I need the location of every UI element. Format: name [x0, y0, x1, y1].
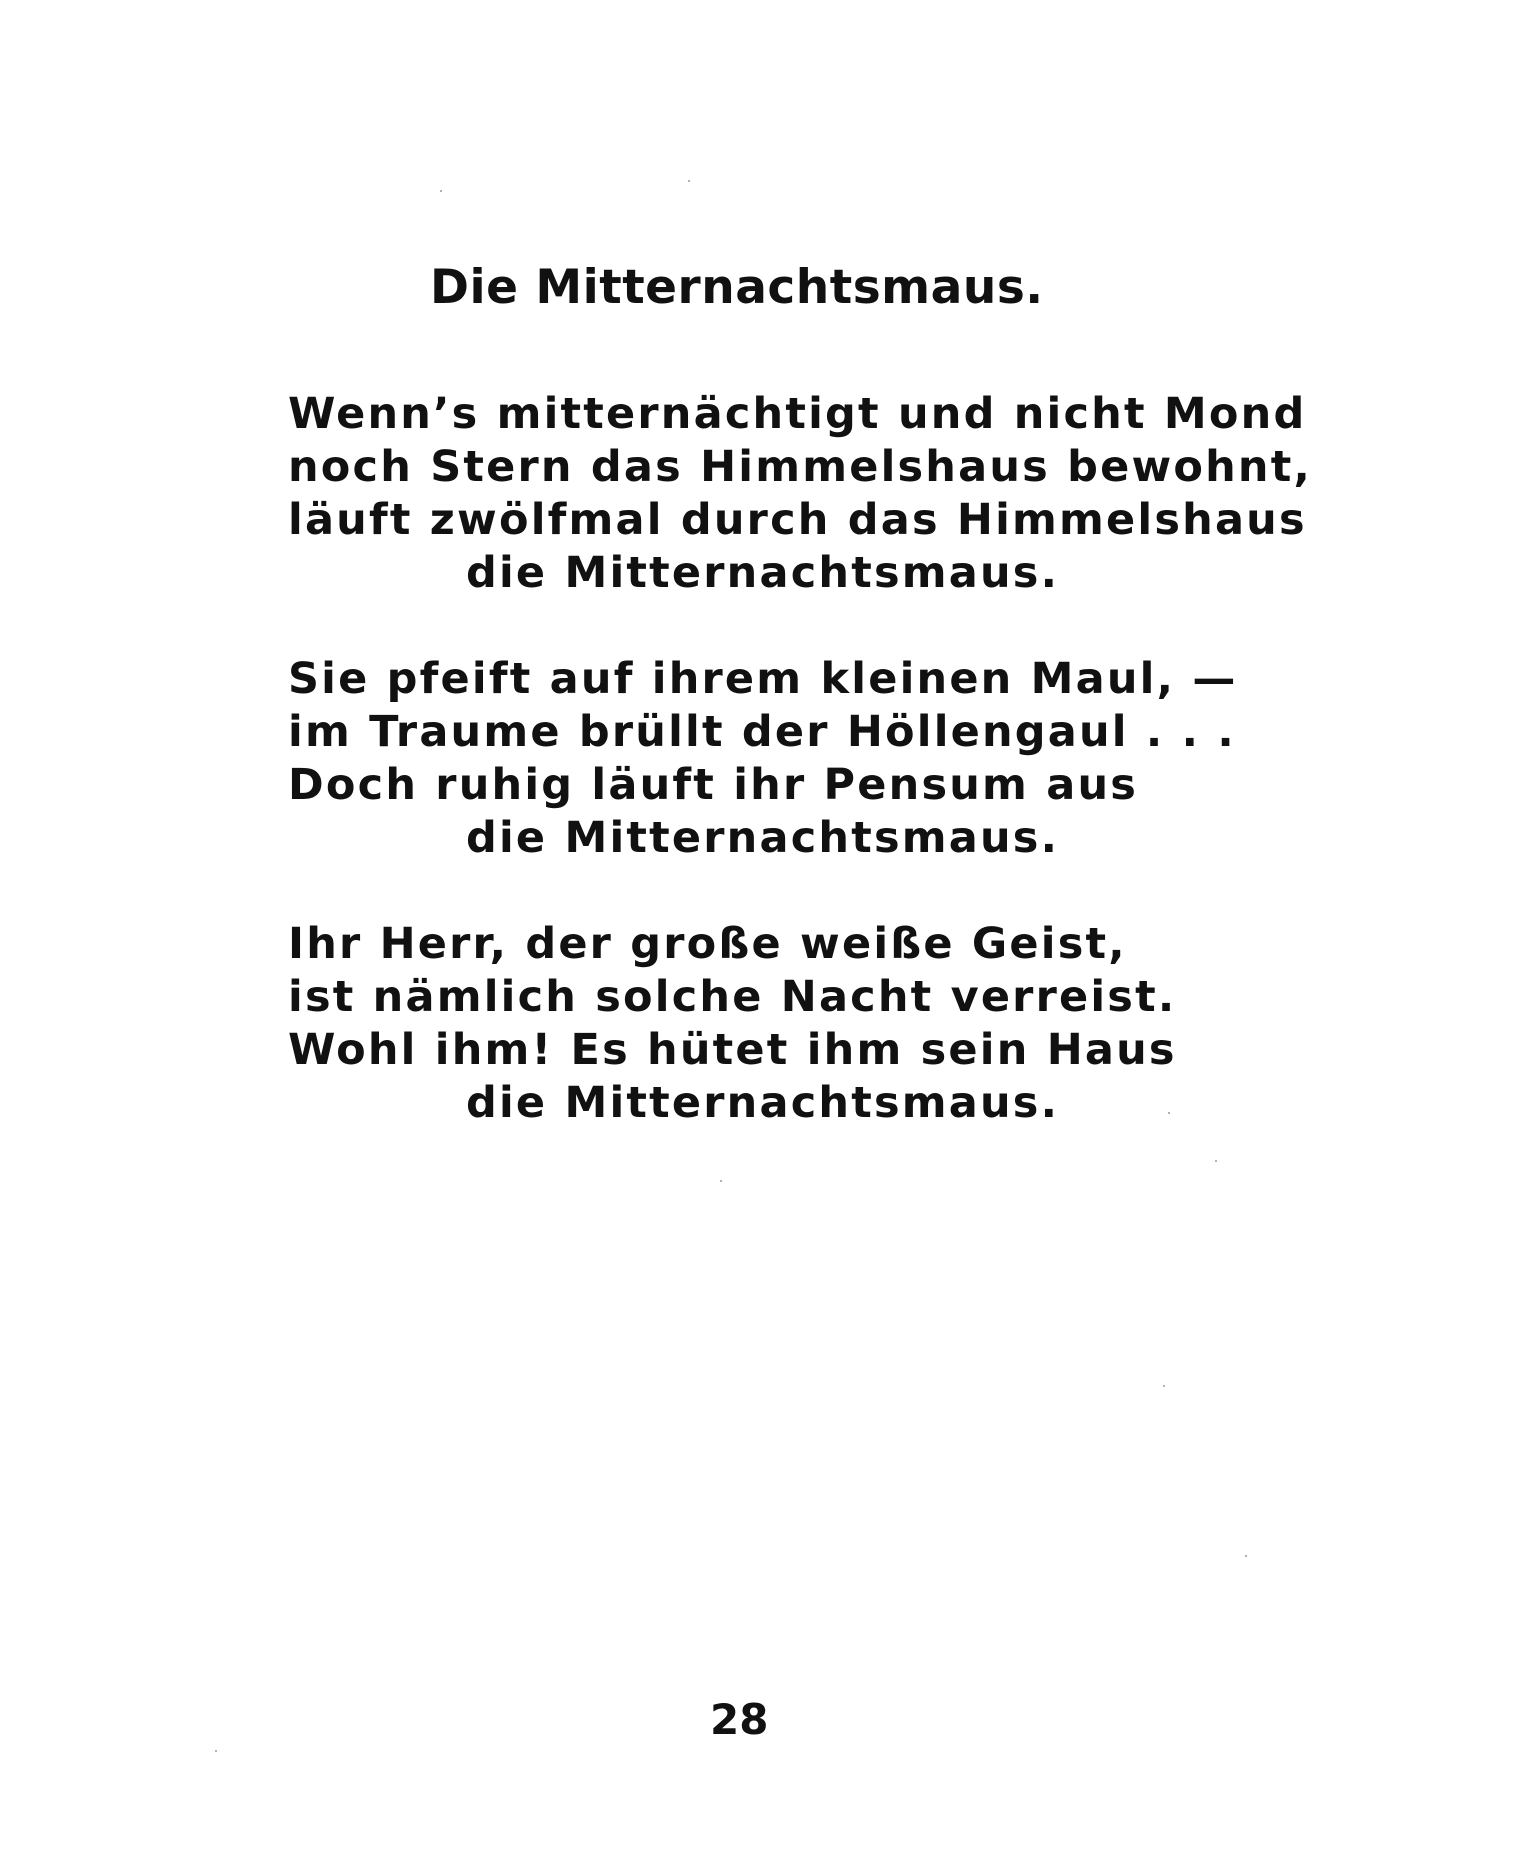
- scan-speck: [688, 180, 690, 182]
- poem-line: ist nämlich solche Nacht verreist.: [288, 972, 1177, 1022]
- scan-speck: [215, 1750, 217, 1752]
- scan-speck: [1168, 1112, 1170, 1114]
- poem-line: im Traume brüllt der Höllengaul . . .: [288, 707, 1236, 757]
- scan-speck: [720, 1180, 722, 1182]
- poem-line: läuft zwölfmal durch das Himmelshaus: [288, 495, 1307, 545]
- poem-line: noch Stern das Himmelshaus bewohnt,: [288, 442, 1313, 492]
- poem-refrain-line: die Mitternachtsmaus.: [466, 1078, 1060, 1128]
- poem-line: Doch ruhig läuft ihr Pensum aus: [288, 760, 1139, 810]
- scan-speck: [1245, 1555, 1247, 1557]
- stanza-1: [288, 388, 1313, 600]
- poem-title: Die Mitternachtsmaus.: [430, 260, 1044, 315]
- poem-line: Wohl ihm! Es hütet ihm sein Haus: [288, 1025, 1177, 1075]
- stanza-2: [288, 653, 1288, 865]
- scan-speck: [1163, 1385, 1165, 1387]
- poem-line: Sie pfeift auf ihrem kleinen Maul, —: [288, 654, 1238, 704]
- stanza-3: [288, 918, 1288, 1130]
- poem-line: Ihr Herr, der große weiße Geist,: [288, 919, 1127, 969]
- poem-line: Wenn’s mitternächtigt und nicht Mond: [288, 389, 1307, 439]
- scan-speck: [1215, 1160, 1217, 1162]
- scan-speck: [440, 190, 442, 192]
- poem-refrain-line: die Mitternachtsmaus.: [466, 548, 1060, 598]
- page-number: 28: [710, 1695, 769, 1744]
- poem-refrain-line: die Mitternachtsmaus.: [466, 813, 1060, 863]
